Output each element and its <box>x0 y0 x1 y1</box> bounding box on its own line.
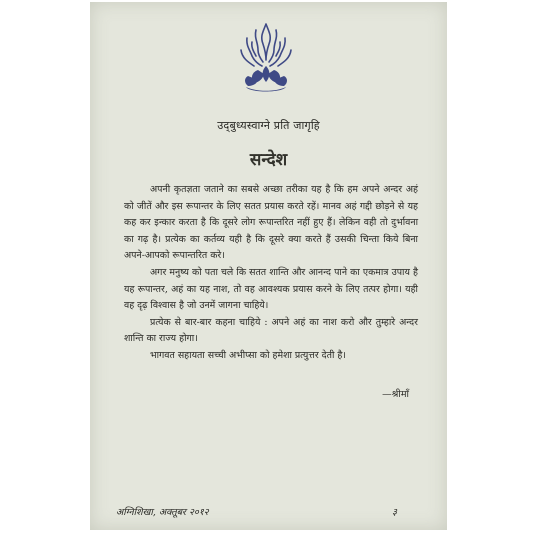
paragraph: भागवत सहायता सच्ची अभीप्सा को हमेशा प्रत्युत्तर देती है। <box>150 349 346 361</box>
flame-lotus-emblem-icon <box>236 20 296 96</box>
paragraph: अगर मनुष्य को पता चले कि सतत शान्ति और आनन्द पाने का एकमात्र उपाय है यह रूपान्तर, अहं का यह नाश, तो वह आवश्यक प्रयास करने के लिए तत्पर होगा। यही वह दृढ़ विश्वास है जो उनमें जागना चाहिये। <box>124 266 418 312</box>
journal-footer: अग्निशिखा, अक्तूबर २०१२ <box>116 507 209 518</box>
message-body <box>124 182 418 365</box>
paragraph: अपनी कृतज्ञता जताने का सबसे अच्छा तरीका यह है कि हम अपने अन्दर अहं को जीतें और इस रूपान्तर के लिए सतत प्रयास करते रहें। मानव अहं गद्दी छोड़ने से यह कह कर इन्कार करता है कि दूसरे लोग रूपान्तरित नहीं हुए हैं। लेकिन वही तो दुर्भावना का गढ़ है। प्रत्येक का कर्तव्य यही है कि दूसरे क्या करते हैं उसकी चिन्ता किये बिना अपने-आपको रूपान्तरित करे। <box>124 184 418 262</box>
page-number: ३ <box>392 507 397 518</box>
document-page <box>90 2 447 530</box>
page-title: सन्देश <box>249 150 288 170</box>
paragraph: प्रत्येक से बार-बार कहना चाहिये : अपने अहं का नाश करो और तुम्हारे अन्दर शान्ति का राज्य होगा। <box>124 316 418 345</box>
author-signature: —श्रीमाँ <box>382 389 409 400</box>
sanskrit-motto: उद्‌बुध्यस्वाग्ने प्रति जागृहि <box>217 119 320 132</box>
